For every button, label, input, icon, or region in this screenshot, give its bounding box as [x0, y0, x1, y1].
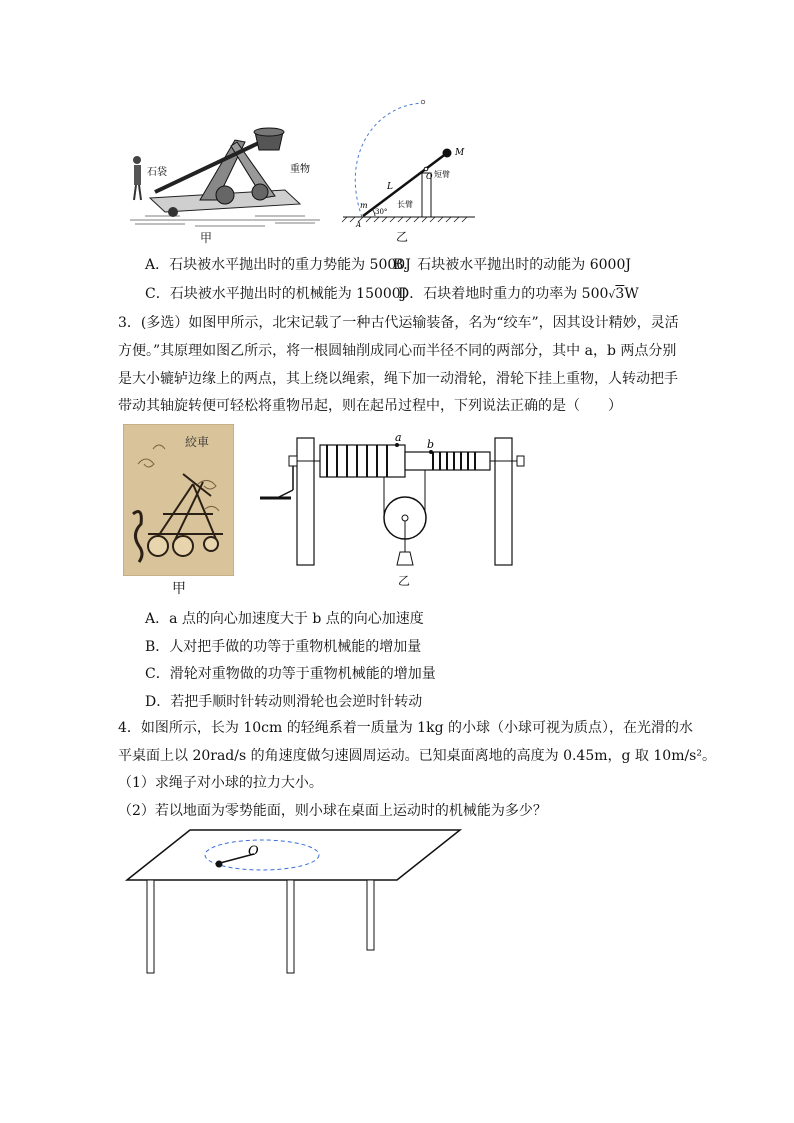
- label-weight: 重物: [290, 164, 310, 175]
- q3-option-a: A．a 点的向心加速度大于 b 点的向心加速度: [145, 611, 424, 627]
- label-stone-bag: 石袋: [147, 167, 167, 178]
- q4-line-1: 4．如图所示，长为 10cm 的轻绳系着一质量为 1kg 的小球（小球可视为质点），在光滑的水: [118, 720, 693, 736]
- figure-caption-yi: 乙: [396, 230, 409, 244]
- trebuchet-figure: [125, 120, 325, 235]
- q2-option-b: B．石块被水平抛出时的动能为 6000J: [393, 257, 631, 273]
- q4-sub-1: （1）求绳子对小球的拉力大小。: [118, 775, 323, 791]
- q3-option-b: B．人对把手做的功等于重物机械能的增加量: [145, 639, 422, 655]
- ancient-winch-image: [123, 424, 234, 576]
- label-point-b: b: [427, 438, 435, 451]
- label-long-arm: 长臂: [397, 200, 413, 209]
- label-A: A: [356, 221, 362, 229]
- label-m: m: [360, 201, 368, 210]
- label-short-arm: 短臂: [434, 170, 450, 179]
- figure-caption-jia: 甲: [200, 231, 213, 245]
- label-M: M: [455, 148, 465, 158]
- winch-title: 絞車: [185, 435, 210, 449]
- q3-line-3: 是大小辘轳边缘上的两点，其上绕以绳索，绳下加一动滑轮，滑轮下挂上重物，人转动把手: [118, 371, 678, 387]
- label-L: L: [387, 182, 393, 192]
- q3-line-4: 带动其轴旋转便可轻松将重物吊起，则在起吊过程中，下列说法正确的是（ ）: [118, 398, 622, 414]
- q4-line-2: 平桌面上以 20rad/s 的角速度做匀速圆周运动。已知桌面离地的高度为 0.45m，g 取 10m/s²。: [118, 748, 716, 764]
- figure-caption-q3-yi: 乙: [398, 574, 411, 588]
- q2-option-c: C．石块被水平抛出时的机械能为 15000J: [145, 286, 407, 302]
- q3-option-d: D．若把手顺时针转动则滑轮也会逆时针转动: [145, 694, 423, 710]
- table-circular-motion-diagram: [122, 825, 462, 975]
- lever-diagram: [335, 95, 480, 235]
- q3-line-2: 方便。”其原理如图乙所示，将一根圆轴削成同心而半径不同的两部分，其中 a，b 两点分别: [118, 343, 677, 359]
- label-angle: 30°: [375, 208, 388, 216]
- label-center-O: O: [248, 844, 259, 859]
- label-O: O: [426, 172, 433, 181]
- q2-option-d: D．石块着地时重力的功率为 500√3W: [398, 286, 639, 302]
- q3-option-c: C．滑轮对重物做的功等于重物机械能的增加量: [145, 666, 436, 682]
- label-point-a: a: [395, 431, 402, 444]
- q3-line-1: 3．(多选）如图甲所示，北宋记载了一种古代运输装备，名为“绞车”，因其设计精妙，灵活: [118, 315, 679, 331]
- q4-sub-2: （2）若以地面为零势能面，则小球在桌面上运动时的机械能为多少？: [118, 803, 547, 819]
- winch-mechanism-diagram: [255, 430, 535, 585]
- figure-caption-q3-jia: 甲: [172, 581, 186, 597]
- q2-option-a: A．石块被水平抛出时的重力势能为 5000J: [145, 257, 411, 273]
